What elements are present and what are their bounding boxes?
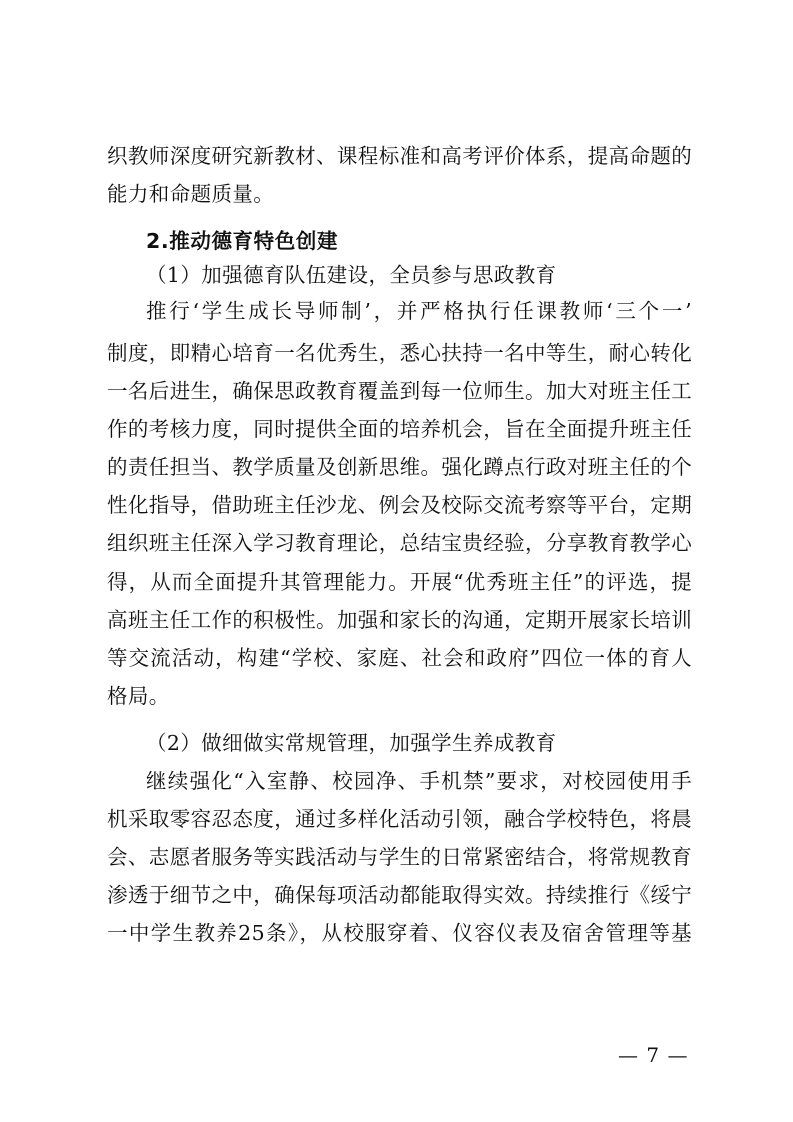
paragraph-line: 继续强化“入室静、校园净、手机禁”要求，对校园使用手 [146,769,692,793]
subsection-heading: （1）加强德育队伍建设，全员参与思政教育 [146,263,557,287]
paragraph-line: 机采取零容忍态度，通过多样化活动引领，融合学校特色，将晨 [107,807,692,831]
paragraph-line: 会、志愿者服务等实践活动与学生的日常紧密结合，将常规教育 [107,845,692,869]
paragraph-line: 渗透于细节之中，确保每项活动都能取得实效。持续推行《绥宁 [107,883,692,907]
paragraph-line: 一名后进生，确保思政教育覆盖到每一位师生。加大对班主任工 [107,379,692,403]
page-number: — 7 — [618,1043,689,1067]
paragraph-line: 组织班主任深入学习教育理论，总结宝贵经验，分享教育教学心 [107,531,692,555]
paragraph-line: 织教师深度研究新教材、课程标准和高考评价体系，提高命题的 [107,144,692,168]
paragraph-line: 作的考核力度，同时提供全面的培养机会，旨在全面提升班主任 [107,417,692,441]
paragraph-line: 制度，即精心培育一名优秀生，悉心扶持一名中等生，耐心转化 [107,341,692,365]
paragraph-line: 等交流活动，构建“学校、家庭、社会和政府”四位一体的育人 [107,646,692,670]
paragraph-line: 的责任担当、教学质量及创新思维。强化蹲点行政对班主任的个 [107,455,692,479]
paragraph-line: 能力和命题质量。 [107,182,275,206]
paragraph-line: 高班主任工作的积极性。加强和家长的沟通，定期开展家长培训 [107,608,692,632]
paragraph-line: 一中学生教养25条》，从校服穿着、仪容仪表及宿舍管理等基 [107,921,692,945]
subsection-heading: （2）做细做实常规管理，加强学生养成教育 [146,731,557,755]
paragraph-line: 性化指导，借助班主任沙龙、例会及校际交流考察等平台，定期 [107,493,692,517]
paragraph-line: 得，从而全面提升其管理能力。开展“优秀班主任”的评选，提 [107,570,692,594]
paragraph-line: 格局。 [107,684,170,708]
paragraph-line: 推行‘学生成长导师制’，并严格执行任课教师‘三个一’ [146,299,692,323]
section-heading: 2.推动德育特色创建 [146,229,339,253]
